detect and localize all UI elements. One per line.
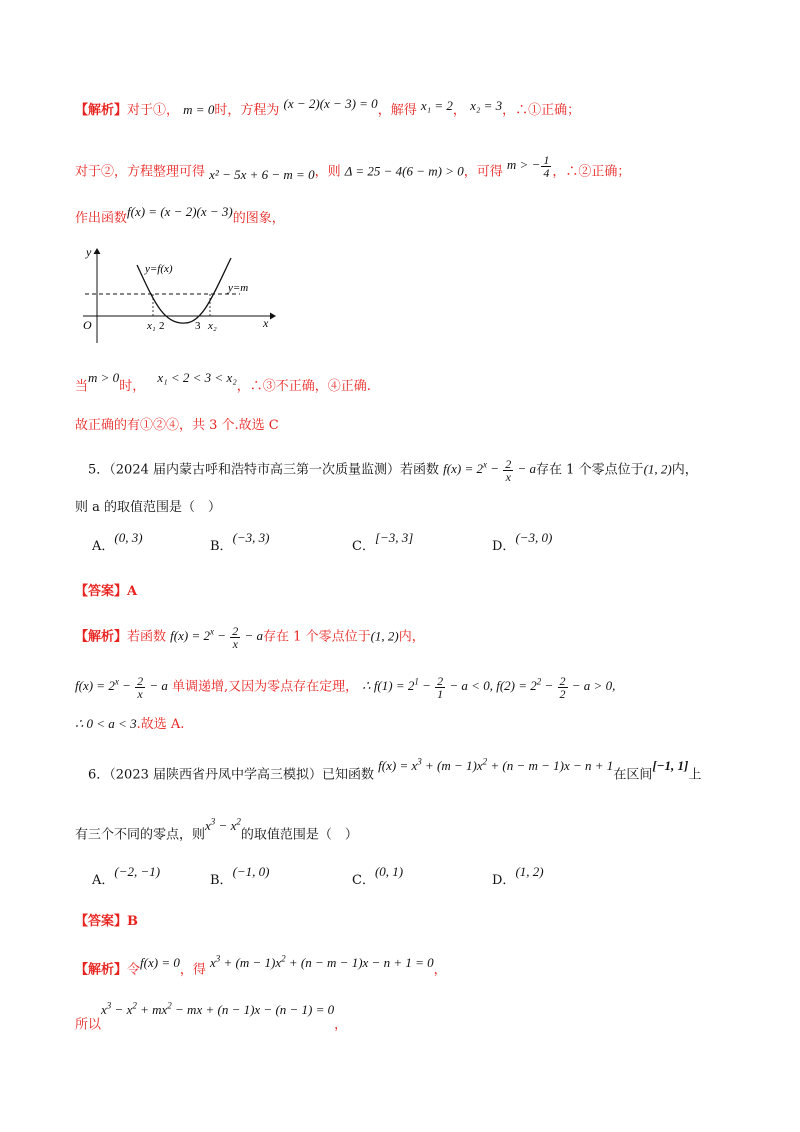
text: 内， <box>398 629 425 645</box>
frac-den: 2 <box>559 686 566 701</box>
option-label: D． <box>492 873 516 888</box>
text: ， <box>433 962 447 978</box>
q5-answer: 【答案】A <box>75 584 138 599</box>
math: + mx <box>136 1002 168 1018</box>
text: 时， <box>119 379 146 394</box>
text: 存在 1 个零点位于 <box>263 629 371 645</box>
math-sup: 2 <box>167 1001 172 1011</box>
option-value: (1, 2) <box>515 864 544 879</box>
text: 对于①， <box>127 103 180 118</box>
analysis-tag: 【解析】 <box>75 629 128 645</box>
q6-option-a[interactable] <box>92 864 161 891</box>
math: f(x) = (x − 2)(x − 3) <box>127 204 233 219</box>
solution-line-1 <box>75 96 581 121</box>
frac-num: 1 <box>543 153 550 167</box>
math: + (n − m − 1)x − n + 1 <box>487 758 614 774</box>
math-sup: 2 <box>132 1001 137 1011</box>
math: m = 0 <box>183 102 215 117</box>
frac-num: 2 <box>137 673 144 688</box>
frac-den: 1 <box>437 686 444 701</box>
math: f(x) = 2 <box>170 628 210 644</box>
math: m > 0 <box>88 370 120 385</box>
question-source: （2023 届陕西省丹凤中学高三模拟） <box>109 767 322 783</box>
text: 作出函数 <box>75 211 128 226</box>
frac-num: 2 <box>505 456 512 471</box>
math: (1, 2) <box>643 461 672 477</box>
option-label: C． <box>352 873 375 888</box>
math: f(x) = 0 <box>140 955 180 971</box>
analysis-tag: 【解析】 <box>75 103 128 118</box>
option-value: (−3, 3) <box>232 530 270 545</box>
option-label: A． <box>92 539 115 554</box>
math: x <box>205 818 211 834</box>
text: 时，方程为 <box>214 103 280 118</box>
tick-x1: x₁ <box>147 320 156 332</box>
text: ， <box>334 1017 348 1033</box>
solution-line-2 <box>75 153 631 185</box>
text: ，可得 <box>463 164 503 180</box>
text: 已知函数 <box>322 767 375 783</box>
text: 有三个不同的零点，则 <box>75 827 206 843</box>
math: x² − 5x + 6 − m = 0 <box>209 167 315 183</box>
math: x <box>101 1002 107 1018</box>
math: + (m − 1)x <box>220 955 282 971</box>
frac-num: 2 <box>559 673 566 688</box>
math: ∴ 0 < a < 3 <box>75 716 137 731</box>
text: 若函数 <box>127 629 167 645</box>
question-5-line-2: 则 a 的取值范围是（ ） <box>75 500 222 515</box>
text: 单调递增,又因为零点存在定理， <box>172 679 359 695</box>
frac-num: 2 <box>232 623 239 638</box>
option-value: (0, 3) <box>114 530 143 545</box>
option-value: (−2, −1) <box>114 864 161 879</box>
option-label: D． <box>492 539 516 554</box>
math: − <box>118 678 135 694</box>
text: 的取值范围是（ ） <box>240 827 358 843</box>
math: − a <box>514 461 537 477</box>
question-5-line-1 <box>88 455 698 483</box>
q5-option-d[interactable] <box>492 530 553 557</box>
math-sup: x <box>209 627 214 637</box>
option-label: B． <box>210 873 233 888</box>
text: 若函数 <box>400 462 440 478</box>
math: (1, 2) <box>370 628 399 644</box>
question-number: 5． <box>88 462 110 478</box>
math-sup: 3 <box>417 757 422 767</box>
math-sup: 2 <box>536 677 542 687</box>
question-source: （2024 届内蒙古呼和浩特市高三第一次质量监测） <box>109 462 400 478</box>
text: 上 <box>688 767 702 783</box>
math-sup: x <box>482 460 487 470</box>
text: 令 <box>127 962 141 978</box>
q6-option-c[interactable] <box>352 864 404 891</box>
math: f(x) = x <box>378 758 418 774</box>
math-sup: 3 <box>106 1001 112 1011</box>
tick-x2: x₂ <box>208 320 217 332</box>
frac-den: 4 <box>543 166 550 180</box>
q6-option-d[interactable] <box>492 864 544 891</box>
text: .故选 A. <box>136 717 185 732</box>
solution-conclusion: 故正确的有①②④，共 3 个.故选 C <box>75 418 279 433</box>
math: − a > 0, <box>568 678 616 694</box>
math: + (n − m − 1)x − n + 1 = 0 <box>285 955 434 971</box>
x-label: x <box>263 316 269 330</box>
math-sup: x <box>114 677 119 687</box>
option-label: C． <box>352 539 375 554</box>
q6-explanation-line-1 <box>75 955 447 980</box>
text: 当 <box>75 379 89 394</box>
text: ，∴③不正确，④正确. <box>236 379 371 394</box>
frac-den: x <box>137 686 143 701</box>
function-graph <box>75 243 285 348</box>
question-6-line-2 <box>75 817 358 845</box>
solution-line-4 <box>75 370 371 397</box>
q5-option-b[interactable] <box>210 530 270 557</box>
math: Δ = 25 − 4(6 − m) > 0 <box>344 163 464 179</box>
frac-den: x <box>505 469 511 484</box>
math: [−1, 1] <box>652 758 689 774</box>
math: f(x) = 2 <box>443 461 483 477</box>
option-label: A． <box>92 873 115 888</box>
q6-explanation-line-2 <box>75 1001 348 1035</box>
curve-label: y=f(x) <box>145 263 173 275</box>
text: ，解得 <box>377 103 417 118</box>
q5-explanation-line-2 <box>75 672 615 700</box>
math: − <box>486 461 503 477</box>
q6-option-b[interactable] <box>210 864 270 891</box>
text: ， <box>452 103 466 118</box>
tick-3: 3 <box>195 320 201 332</box>
q5-explanation-line-1 <box>75 622 425 650</box>
text: 存在 1 个零点位于 <box>536 462 644 478</box>
frac-num: 2 <box>437 673 444 688</box>
option-value: [−3, 3] <box>374 530 414 545</box>
math-sup: 3 <box>210 817 216 827</box>
question-number: 6． <box>88 767 110 783</box>
option-value: (−1, 0) <box>232 864 270 879</box>
math-sup: 3 <box>215 954 221 964</box>
math-sup: 2 <box>236 817 241 827</box>
solution-line-3 <box>75 204 285 229</box>
math: x <box>210 955 216 971</box>
text: 的图象， <box>232 211 285 226</box>
math: ∴ f(1) = 2 <box>362 678 415 694</box>
math: − <box>418 678 435 694</box>
math: (x − 2)(x − 3) = 0 <box>283 96 378 111</box>
math: − a <box>146 678 168 694</box>
math: m > − <box>506 157 541 173</box>
q5-option-a[interactable] <box>92 530 143 557</box>
analysis-tag: 【解析】 <box>75 962 128 978</box>
math: − mx + (n − 1)x − (n − 1) = 0 <box>171 1002 335 1018</box>
question-6-line-1 <box>88 757 702 785</box>
option-label: B． <box>210 539 233 554</box>
frac-den: x <box>232 636 238 651</box>
text: 在区间 <box>613 767 653 783</box>
origin-label: O <box>83 318 92 332</box>
math-sup: 2 <box>482 757 488 767</box>
math: x₁ < 2 < 3 < x₂ <box>157 370 237 385</box>
math: − a <box>241 628 264 644</box>
text: ，则 <box>314 164 341 180</box>
math: − <box>213 628 230 644</box>
option-value: (0, 1) <box>374 864 404 879</box>
math-sup: 2 <box>281 954 286 964</box>
math: − x <box>111 1002 133 1018</box>
text: ，∴②正确； <box>552 164 631 180</box>
text: 内， <box>671 462 698 478</box>
text: 对于②，方程整理可得 <box>75 164 206 180</box>
q6-answer: 【答案】B <box>75 914 138 929</box>
option-value: (−3, 0) <box>515 530 553 545</box>
y-label: y <box>86 245 92 259</box>
math: f(x) = 2 <box>75 678 115 694</box>
q5-explanation-line-3 <box>75 714 184 735</box>
math: − x <box>215 818 237 834</box>
math: − <box>541 678 557 694</box>
text: ，∴①正确； <box>502 103 581 118</box>
math: + (m − 1)x <box>421 758 483 774</box>
q5-option-c[interactable] <box>352 530 414 557</box>
tick-2: 2 <box>159 320 165 332</box>
line-label: y=m <box>228 282 249 294</box>
text: 所以 <box>75 1017 102 1033</box>
math: x₁ = 2 <box>420 98 453 113</box>
text: ，得 <box>179 962 206 978</box>
math: − a < 0, f(2) = 2 <box>446 678 537 694</box>
math-sup: 1 <box>414 677 419 687</box>
math: x₂ = 3 <box>470 98 503 113</box>
